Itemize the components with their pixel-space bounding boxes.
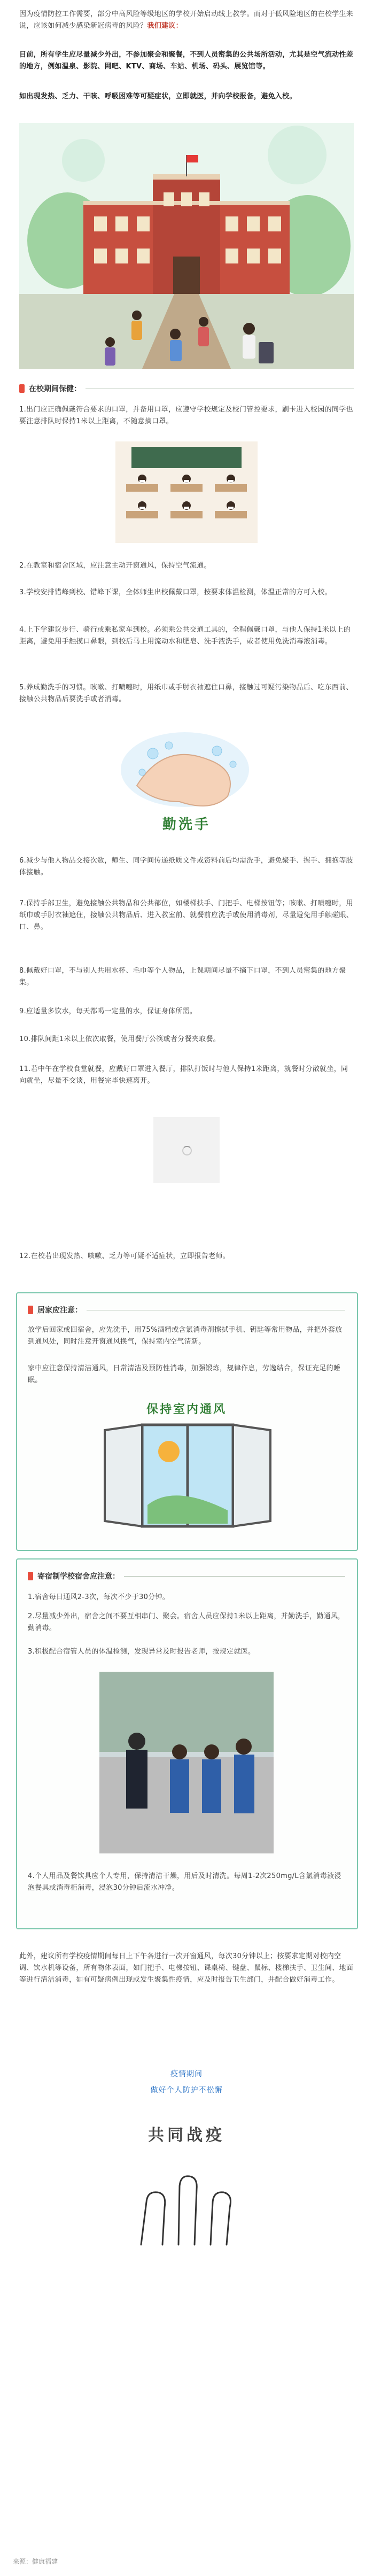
ventilation-illustration <box>94 1400 279 1539</box>
campus-item-1: 1.出门应正确佩戴符合要求的口罩，并备用口罩，应遵守学校规定及校门管控要求，刷卡进入校园的同学也要注意排队时保持1米以上距离，不随意摘口罩。 <box>19 406 353 425</box>
intro-paragraph-2: 目前，所有学生应尽量减少外出，不参加聚会和聚餐，不到人员密集的公共场所活动，尤其是空气流动性差的地方，例如温泉、影院、网吧、KTV、商场、车站、机场、码头、展览馆等。 <box>19 51 354 71</box>
image-loading-placeholder <box>153 1117 220 1183</box>
dorm-item-1: 1.宿舍每日通风2-3次，每次不少于30分钟。 <box>28 1593 170 1601</box>
source-credit: 来源：健康福建 <box>13 2558 58 2565</box>
handwash-illustration <box>105 721 268 839</box>
slogan-line-2: 做好个人防护不松懈 <box>150 2086 223 2094</box>
temperature-check-photo <box>99 1672 274 1853</box>
campus-item-9: 9.应适量多饮水，每天都喝一定量的水，保证身体所需。 <box>19 1007 197 1015</box>
section-header-home <box>28 1302 345 1318</box>
section-divider <box>124 1576 345 1577</box>
section-title: 居家应注意： <box>37 1306 82 1315</box>
handwash-label: 勤洗手 <box>162 817 211 833</box>
dorm-item-3: 3.积极配合宿管人员的体温检测，发现异常及时报告老师，按规定就医。 <box>28 1648 255 1656</box>
ventilation-label: 保持室内通风 <box>146 1403 227 1416</box>
together-fight-illustration <box>120 2116 253 2255</box>
campus-item-4: 4.上下学建议步行、骑行或乘私家车到校。必须乘公共交通工具的，全程佩戴口罩，与他人保持1米以上的距离，避免用手触摸口鼻眼，到校后马上用流动水和肥皂、洗手液洗手，或者使用免洗消毒液消毒。 <box>19 626 351 646</box>
home-item-2: 家中应注意保持清洁通风，日常清洁及预防性消毒，加强锻炼，规律作息，劳逸结合，保证充足的睡眠。 <box>28 1364 341 1384</box>
intro-paragraph-3: 如出现发热、乏力、干咳、呼吸困难等可疑症状，立即就医，并向学校报备，避免入校。 <box>19 92 297 100</box>
section-marker <box>28 1572 33 1580</box>
section-marker <box>28 1306 33 1314</box>
dorm-item-4: 4.个人用品及餐饮具应个人专用，保持清洁干燥，用后及时清洗。每周1-2次250mg/L含氯消毒液浸泡餐具或消毒柜消毒，浸泡30分钟后流水冲净。 <box>28 1872 341 1892</box>
campus-item-7: 7.保持手部卫生，避免接触公共物品和公共部位，如楼梯扶手、门把手、电梯按钮等；咳嗽、打喷嚏时，用纸巾或手肘衣袖遮住，接触公共物品后、进入教室前、就餐前应洗手或使用消毒剂，尽量避免用手触碰眼、口、鼻。 <box>19 899 354 931</box>
dorm-item-2: 2.尽量减少外出，宿舍之间不要互相串门、聚会。宿舍人员应保持1米以上距离，并勤洗手，勤通风，勤消毒。 <box>28 1612 345 1632</box>
section-marker <box>19 384 25 393</box>
section-header-dorm <box>28 1568 345 1584</box>
campus-item-10: 10.排队间距1米以上依次取餐，使用餐厅公筷或者分餐夹取餐。 <box>19 1035 220 1043</box>
campus-item-8: 8.佩戴好口罩，不与别人共用水杯、毛巾等个人物品，上课期间尽量不摘下口罩，不到人员密集的地方聚集。 <box>19 967 346 987</box>
section-header-campus <box>19 381 354 397</box>
campus-item-2: 2.在教室和宿舍区域，应注意主动开窗通风，保持空气流通。 <box>19 562 211 570</box>
classroom-illustration <box>115 441 258 543</box>
intro-text: 因为疫情防控工作需要，部分中高风险等级地区的学校开始启动线上教学。而对于低风险地区的在校学生来说，应该如何减少感染新冠病毒的风险？ <box>19 10 354 30</box>
intro-highlight: 我们建议： <box>147 22 183 30</box>
campus-item-3: 3.学校安排错峰到校、错峰下课，全体师生出校佩戴口罩，按要求体温检测，体温正常的方可入校。 <box>19 588 332 596</box>
home-item-1: 放学后回家或回宿舍，应先洗手，用75%酒精或含氯消毒剂擦拭手机、钥匙等常用物品，并把外套放到通风处，同时注意开窗通风换气，保持室内空气清新。 <box>28 1326 343 1346</box>
school-illustration <box>19 123 354 369</box>
intro-paragraph-1 <box>19 9 354 32</box>
closing-paragraph: 此外，建议所有学校疫情期间每日上下午各进行一次开窗通风，每次30分钟以上；按要求定期对校内空调、饮水机等设备，所有物体表面，如门把手、电梯按钮、课桌椅、键盘、鼠标、楼梯扶手、卫生间、地面等进行清洁消毒，如有可疑病例出现或发生聚集性疫情，应及时报告卫生部门，并配合做好消毒工作。 <box>19 1952 354 1984</box>
together-label: 共同战疫 <box>148 2126 225 2145</box>
slogan-line-1: 疫情期间 <box>170 2070 203 2078</box>
section-title: 在校期间保健： <box>29 385 81 393</box>
campus-item-11: 11.若中午在学校食堂就餐，应戴好口罩进入餐厅，排队打饭时与他人保持1米距离，就餐时分散就坐，同向就坐，尽量不交谈，用餐完毕快速离开。 <box>19 1065 348 1085</box>
campus-item-5: 5.养成勤洗手的习惯。咳嗽、打喷嚏时，用纸巾或手肘衣袖遮住口鼻，接触过可疑污染物品后、吃东西前、接触公共物品后要洗手或者消毒。 <box>19 684 353 703</box>
section-title: 寄宿制学校宿舍应注意： <box>37 1572 120 1581</box>
campus-item-6: 6.减少与他人物品交接次数，师生、同学间传递纸质文件或资料前后均需洗手，避免聚手、握手、拥抱等肢体接触。 <box>19 857 353 876</box>
campus-item-12: 12.在校若出现发热、咳嗽、乏力等可疑不适症状，立即报告老师。 <box>19 1252 230 1260</box>
